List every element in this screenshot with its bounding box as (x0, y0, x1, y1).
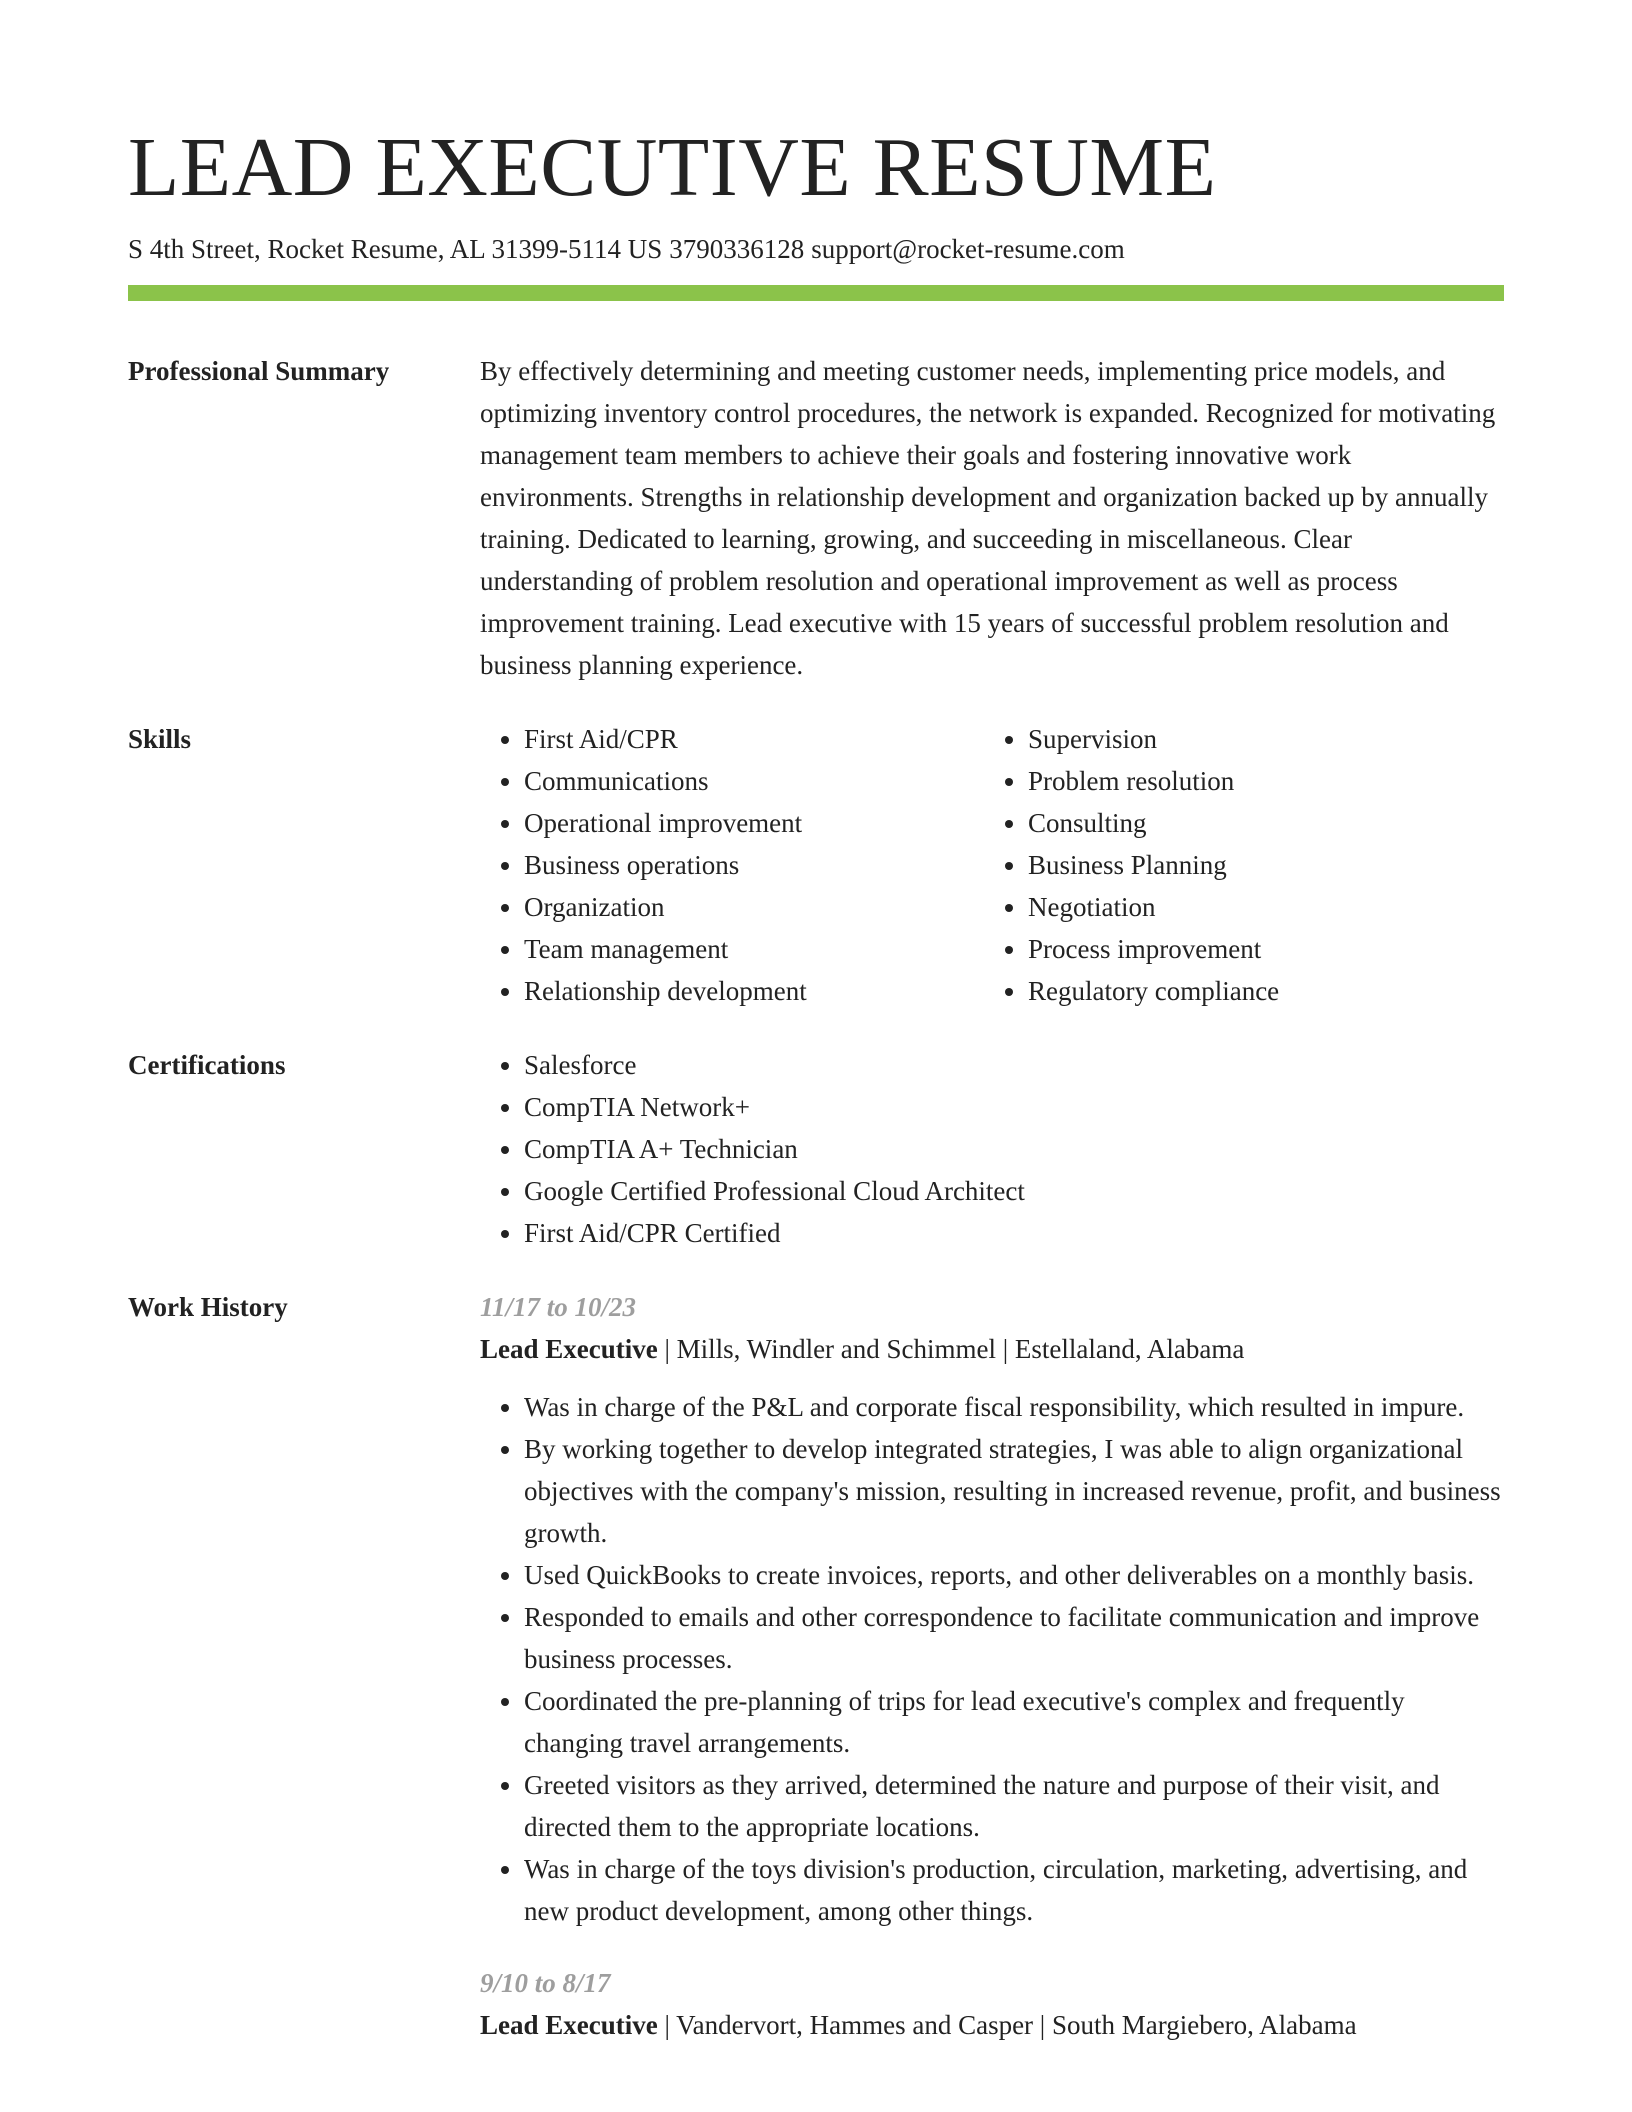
job-bullet: • Greeted visitors as they arrived, determined the nature and purpose of their visit, and directed them to the appropriate locations. (524, 1764, 1504, 1848)
skills-column-left (480, 718, 984, 1012)
skill-item: • Operational improvement (524, 802, 984, 844)
skill-item: • Process improvement (1028, 928, 1488, 970)
contact-address: S 4th Street, Rocket Resume, AL 31399-5114 US (128, 234, 663, 264)
job-bullet: • By working together to develop integrated strategies, I was able to align organizational objectives with the company's mission, resulting in increased revenue, profit, and business growth. (524, 1428, 1504, 1554)
header-accent-rule (128, 285, 1504, 301)
summary-text: By effectively determining and meeting customer needs, implementing price models, and optimizing inventory control procedures, the network is expanded. Recognized for motivating management team members to achieve their goals and fostering innovative work environments. Strengths in relationship development and organization backed up by annually training. Dedicated to learning, growing, and succeeding in miscellaneous. Clear understanding of problem resolution and operational improvement as well as process improvement training. Lead executive with 15 years of successful problem resolution and business planning experience. (480, 356, 1496, 680)
certification-item: • CompTIA Network+ (524, 1086, 1504, 1128)
skill-item: • Supervision (1028, 718, 1488, 760)
job-heading (480, 2004, 1504, 2046)
job-dates: 11/17 to 10/23 (480, 1292, 637, 1322)
skills-column-right (984, 718, 1488, 1012)
skill-item: • Business operations (524, 844, 984, 886)
skill-item: • Team management (524, 928, 984, 970)
section-certifications (128, 1044, 1504, 1254)
contact-email: support@rocket-resume.com (811, 234, 1125, 264)
contact-phone: 3790336128 (669, 234, 805, 264)
job-bullet: • Was in charge of the P&L and corporate fiscal responsibility, which resulted in impure. (524, 1386, 1504, 1428)
section-work-history (128, 1286, 1504, 2046)
skill-item: • Organization (524, 886, 984, 928)
section-label-work-history: Work History (128, 1292, 288, 1322)
job-dates: 9/10 to 8/17 (480, 1968, 611, 1998)
job-bullet: • Was in charge of the toys division's production, circulation, marketing, advertising, and new product development, among other things. (524, 1848, 1504, 1932)
resume-title: LEAD EXECUTIVE RESUME (128, 121, 1217, 214)
work-history-body (480, 1286, 1504, 2046)
job-details: | Mills, Windler and Schimmel | Estellaland, Alabama (657, 1334, 1245, 1364)
certifications-list (480, 1044, 1504, 1254)
contact-line (128, 232, 1125, 266)
skill-item: • Communications (524, 760, 984, 802)
skills-list-right (984, 718, 1488, 1012)
skills-grid (480, 718, 1504, 1012)
skill-item: • Negotiation (1028, 886, 1488, 928)
certification-item: • Salesforce (524, 1044, 1504, 1086)
section-label-skills: Skills (128, 724, 192, 754)
certification-item: • Google Certified Professional Cloud Architect (524, 1170, 1504, 1212)
skills-list-left (480, 718, 984, 1012)
skill-item: • Relationship development (524, 970, 984, 1012)
resume-sections (128, 350, 1504, 2046)
skill-item: • First Aid/CPR (524, 718, 984, 760)
job-details: | Vandervort, Hammes and Casper | South Margiebero, Alabama (657, 2010, 1357, 2040)
section-professional-summary (128, 350, 1504, 686)
certification-item: • First Aid/CPR Certified (524, 1212, 1504, 1254)
section-label-summary: Professional Summary (128, 356, 390, 386)
job-bullet-list (480, 1386, 1504, 1932)
certification-item: • CompTIA A+ Technician (524, 1128, 1504, 1170)
skills-body (480, 718, 1504, 1012)
job-bullet: • Used QuickBooks to create invoices, reports, and other deliverables on a monthly basis. (524, 1554, 1504, 1596)
certifications-body (480, 1044, 1504, 1254)
section-skills (128, 718, 1504, 1012)
job-bullet: • Coordinated the pre-planning of trips for lead executive's complex and frequently changing travel arrangements. (524, 1680, 1504, 1764)
job-entry (480, 1286, 1504, 1932)
skill-item: • Business Planning (1028, 844, 1488, 886)
job-bullet: • Responded to emails and other correspondence to facilitate communication and improve business processes. (524, 1596, 1504, 1680)
skill-item: • Consulting (1028, 802, 1488, 844)
summary-body (480, 350, 1504, 686)
job-title: Lead Executive (480, 2010, 658, 2040)
skill-item: • Regulatory compliance (1028, 970, 1488, 1012)
job-heading (480, 1328, 1504, 1370)
skill-item: • Problem resolution (1028, 760, 1488, 802)
section-label-certifications: Certifications (128, 1050, 286, 1080)
job-title: Lead Executive (480, 1334, 658, 1364)
job-entry (480, 1962, 1504, 2046)
